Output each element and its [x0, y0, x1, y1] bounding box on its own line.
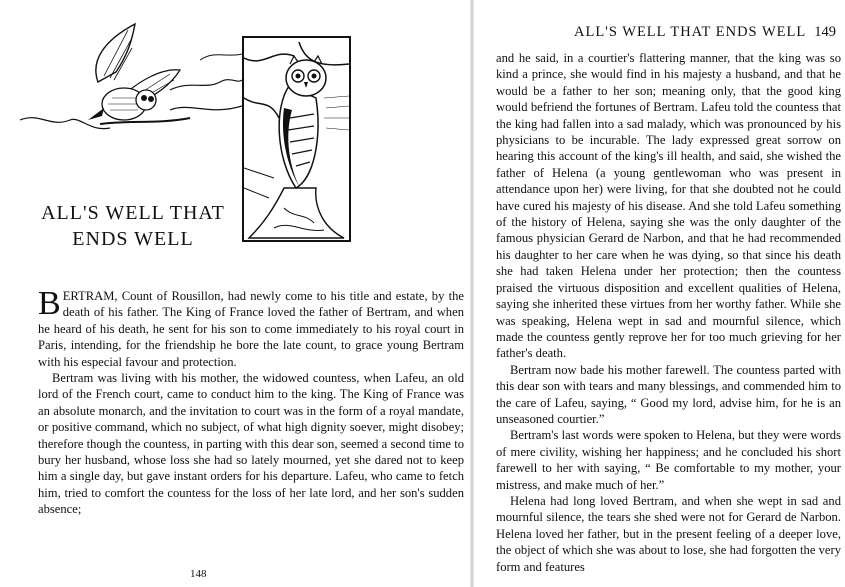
paragraph-text: ERTRAM, Count of Rousillon, had newly come to his title and estate, by the death of his father. The King of France loved the father of Bertram, and when he heard of his death, he sent for his son to come immediately to his royal court in Paris, intending, for the friendship he bore the late count, to grace young Bertram with his especial favour and protection. — [38, 289, 464, 369]
right-page-text — [496, 50, 841, 575]
chapter-title-line-1: ALL'S WELL THAT — [41, 202, 225, 224]
paragraph: Bertram was living with his mother, the widowed countess, when Lafeu, an old lord of the French court, came to conduct him to the king. The King of France was an absolute monarch, and the invitation to court was in the form of a royal mandate, or positive command, which no subject, of what high dignity soever, might disobey; therefore though the countess, in parting with this dear son, seemed a second time to bury her husband, whose loss she had so lately mourned, yet she dared not to keep him a single day, but gave instant orders for his departure. Lafeu, who came to fetch him, tried to comfort the countess for the loss of her late lord, and her son's sudden absence; — [38, 371, 464, 517]
page-number-left: 148 — [190, 568, 207, 580]
page-number-right: 149 — [814, 24, 836, 40]
left-page-text — [38, 285, 464, 518]
paragraph: Helena had long loved Bertram, and when she wept in sad and mournful silence, the tears she shed were not for Gerard de Narbon. Helena loved her father, but in the present feeling of a deeper love, the object of which she was about to lose, she had forgotten the very form and features — [496, 493, 841, 574]
right-page — [476, 0, 845, 587]
paragraph: Bertram's last words were spoken to Helena, but they were words of mere civility, wishing her happiness; and he concluded his short farewell to her with saying, “ Be comfortable to my mother, your mistress, and make much of her.” — [496, 428, 841, 492]
running-head-title: ALL'S WELL THAT ENDS WELL — [574, 24, 807, 40]
running-head — [506, 24, 836, 41]
flying-owl-illustration — [20, 20, 242, 140]
book-gutter — [470, 0, 474, 587]
chapter-title-line-2: ENDS WELL — [72, 228, 194, 250]
chapter-title — [28, 200, 238, 252]
paragraph: Bertram now bade his mother farewell. The countess parted with this dear son with tears and many blessings, and commended him to the care of Lafeu, saying, “ Good my lord, advise him, for he is an unseasoned courtier.” — [496, 362, 841, 426]
framed-owl-illustration — [242, 36, 351, 242]
drop-cap: B — [38, 285, 61, 322]
paragraph: and he said, in a courtier's flattering manner, that the king was so kind a prince, she would find in his majesty a husband, and that he would be a father to her son; meaning only, that the good king would befriend the fortunes of Bertram. Lafeu told the countess that the king had fallen into a sad malady, which was pronounced by his physicians to be incurable. The lady expressed great sorrow on hearing this account of the king's ill health, and said, she wished the father of Helena (a young gentlewoman who was present in attendance upon her) were living, for that she doubted not he could have cured his majesty of his disease. And she told Lafeu something of the history of Helena, saying she was the only daughter of the famous physician Gerard de Narbon, and that he had recommended his daughter to her care when he was dying, so that since his death she had taken Helena under her protection; then the countess praised the virtuous disposition and excellent qualities of Helena, saying she inherited these virtues from her worthy father. While she was speaking, Helena wept in sad and mournful silence, which made the countess gently reprove her for too much grieving for her father's death. — [496, 51, 841, 361]
paragraph — [38, 285, 464, 370]
